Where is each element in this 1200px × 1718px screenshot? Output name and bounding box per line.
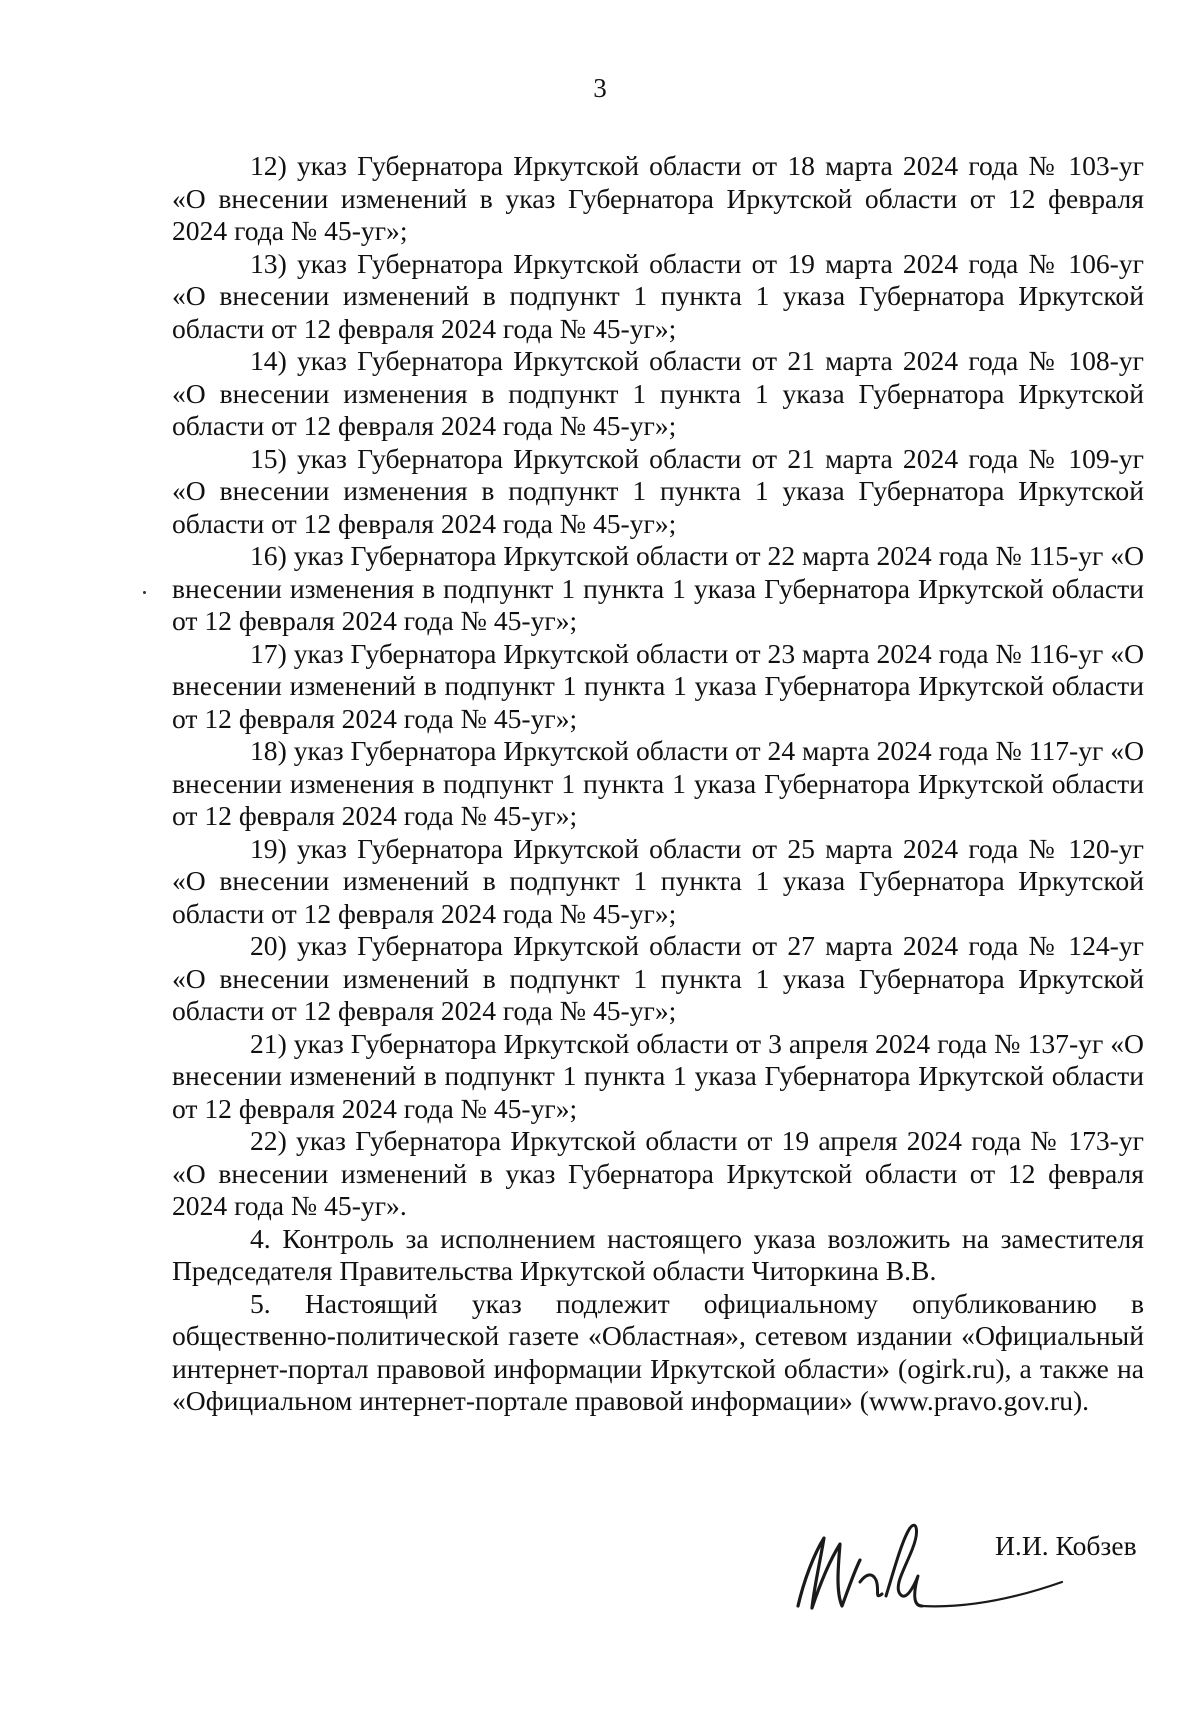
list-item-15: 15) указ Губернатора Иркутской области от 21 марта 2024 года № 109-уг «О внесении изменения в подпункт 1 пункта 1 указа Губернатора Иркутской области от 12 февраля 2024 года № 45-уг»; — [172, 442, 1144, 539]
list-item-18: 18) указ Губернатора Иркутской области от 24 марта 2024 года № 117-уг «О внесении изменения в подпункт 1 пункта 1 указа Губернатора Иркутской области от 12 февраля 2024 года № 45-уг»; — [172, 735, 1144, 831]
list-item-14: 14) указ Губернатора Иркутской области от 21 марта 2024 года № 108-уг «О внесении изменения в подпункт 1 пункта 1 указа Губернатора Иркутской области от 12 февраля 2024 года № 45-уг»; — [172, 345, 1144, 441]
document-body — [172, 150, 1144, 1418]
list-item-13: 13) указ Губернатора Иркутской области от 19 марта 2024 года № 106-уг «О внесении изменений в подпункт 1 пункта 1 указа Губернатора Иркутской области от 12 февраля 2024 года № 45-уг»; — [172, 247, 1144, 344]
list-item-17: 17) указ Губернатора Иркутской области от 23 марта 2024 года № 116-уг «О внесении изменений в подпункт 1 пункта 1 указа Губернатора Иркутской области от 12 февраля 2024 года № 45-уг»; — [172, 637, 1144, 734]
list-item-22: 22) указ Губернатора Иркутской области от 19 апреля 2024 года № 173-уг «О внесении изменений в указ Губернатора Иркутской области от 12 февраля 2024 года № 45-уг». — [172, 1125, 1144, 1221]
list-item-20: 20) указ Губернатора Иркутской области от 27 марта 2024 года № 124-уг «О внесении изменений в подпункт 1 пункта 1 указа Губернатора Иркутской области от 12 февраля 2024 года № 45-уг»; — [172, 930, 1144, 1026]
page-number: 3 — [593, 73, 607, 103]
scan-speck — [143, 591, 146, 594]
list-item-16: 16) указ Губернатора Иркутской области от 22 марта 2024 года № 115-уг «О внесении изменения в подпункт 1 пункта 1 указа Губернатора Иркутской области от 12 февраля 2024 года № 45-уг»; — [172, 540, 1144, 636]
handwritten-signature — [790, 1510, 1070, 1620]
control-clause: 4. Контроль за исполнением настоящего указа возложить на заместителя Председателя Правительства Иркутской области Читоркина В.В. — [172, 1222, 1144, 1286]
signer-name: И.И. Кобзев — [995, 1530, 1137, 1561]
signature-block — [790, 1510, 1150, 1620]
publication-clause: 5. Настоящий указ подлежит официальному опубликованию в общественно-политической газете «Областная», сетевом издании «Официальный интернет-портал правовой информации Иркутской области» (ogirk.ru), а также на «Официальном интернет-портале правовой информации» (www.pravo.gov.ru). — [172, 1287, 1144, 1416]
list-item-19: 19) указ Губернатора Иркутской области от 25 марта 2024 года № 120-уг «О внесении изменений в подпункт 1 пункта 1 указа Губернатора Иркутской области от 12 февраля 2024 года № 45-уг»; — [172, 832, 1144, 929]
list-item-21: 21) указ Губернатора Иркутской области от 3 апреля 2024 года № 137-уг «О внесении изменений в подпункт 1 пункта 1 указа Губернатора Иркутской области от 12 февраля 2024 года № 45-уг»; — [172, 1027, 1144, 1124]
list-item-12: 12) указ Губернатора Иркутской области от 18 марта 2024 года № 103-уг «О внесении изменений в указ Губернатора Иркутской области от 12 февраля 2024 года № 45-уг»; — [172, 150, 1144, 246]
